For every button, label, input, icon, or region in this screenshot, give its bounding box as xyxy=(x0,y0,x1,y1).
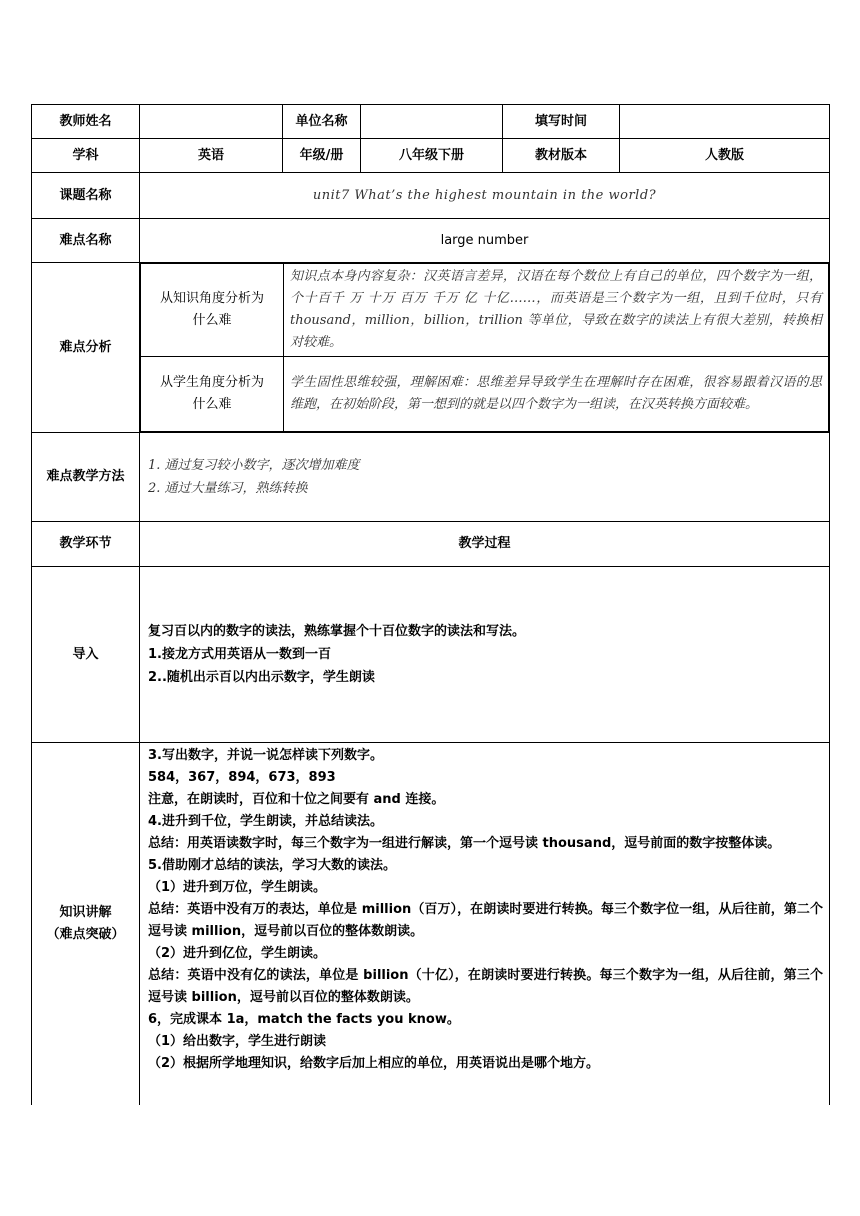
info-row-2 xyxy=(32,139,830,173)
textbook-label: 教材版本 xyxy=(503,139,620,173)
intro-row xyxy=(32,567,830,743)
knowledge-line-8: 总结：英语中没有万的表达，单位是 million（百万），在朗读时要进行转换。每三个数字位一组，从后往前，第二个逗号读 million，逗号前以百位的整体数朗读。 xyxy=(148,902,823,939)
teacher-name-label: 教师姓名 xyxy=(32,105,140,139)
methods-label: 难点教学方法 xyxy=(32,433,140,522)
fill-time-label: 填写时间 xyxy=(503,105,620,139)
subject-label: 学科 xyxy=(32,139,140,173)
analysis-row xyxy=(32,263,830,433)
analysis-inner-table xyxy=(140,263,829,432)
lesson-plan-table xyxy=(31,104,830,1105)
knowledge-line-10: 总结：英语中没有亿的读法，单位是 billion（十亿），在朗读时要进行转换。每三个数字为一组，从后往前，第三个逗号读 billion，逗号前以百位的整体数朗读。 xyxy=(148,968,823,1005)
intro-label: 导入 xyxy=(32,567,140,743)
knowledge-line-5: 总结：用英语读数字时，每三个数字为一组进行解读，第一个逗号读 thousand，逗号前面的数字按整体读。 xyxy=(148,836,781,851)
knowledge-angle-text: 知识点本身内容复杂：汉英语言差异，汉语在每个数位上有自己的单位，四个数字为一组，个十百千 万 十万 百万 千万 亿 十亿……，而英语是三个数字为一组，且到千位时，只有 thousand，million，billion，trillion 等单位，导致在数字的读法上有很大差别，转换相对较难。 xyxy=(284,264,829,357)
textbook-value: 人教版 xyxy=(620,139,830,173)
knowledge-line-9: （2）进升到亿位，学生朗读。 xyxy=(148,946,327,961)
knowledge-line-13: （2）根据所学地理知识，给数字后加上相应的单位，用英语说出是哪个地方。 xyxy=(148,1056,600,1071)
knowledge-row xyxy=(32,743,830,1105)
difficulty-label: 难点名称 xyxy=(32,219,140,263)
knowledge-line-7: （1）进升到万位，学生朗读。 xyxy=(148,880,327,895)
process-header-row xyxy=(32,522,830,567)
topic-row xyxy=(32,173,830,219)
difficulty-row xyxy=(32,219,830,263)
fill-time-value[interactable] xyxy=(620,105,830,139)
unit-name-label: 单位名称 xyxy=(283,105,361,139)
analysis-student-row xyxy=(141,357,829,432)
knowledge-line-1: 3.写出数字，并说一说怎样读下列数字。 xyxy=(148,748,383,763)
knowledge-line-3: 注意，在朗读时，百位和十位之间要有 and 连接。 xyxy=(148,792,445,807)
knowledge-line-2: 584，367，894，673，893 xyxy=(148,770,336,785)
methods-list xyxy=(140,433,830,522)
knowledge-label xyxy=(32,743,140,1105)
student-angle-label: 从学生角度分析为什么难 xyxy=(141,357,284,432)
difficulty-value: large number xyxy=(140,219,830,263)
intro-content xyxy=(140,567,830,743)
methods-row xyxy=(32,433,830,522)
analysis-label: 难点分析 xyxy=(32,263,140,433)
knowledge-line-4: 4.进升到千位，学生朗读，并总结读法。 xyxy=(148,814,383,829)
stage-header: 教学环节 xyxy=(32,522,140,567)
method-item-1: 1. 通过复习较小数字，逐次增加难度 xyxy=(148,458,360,473)
process-header: 教学过程 xyxy=(140,522,830,567)
teacher-name-value[interactable] xyxy=(140,105,283,139)
unit-name-value[interactable] xyxy=(361,105,503,139)
method-item-2: 2. 通过大量练习，熟练转换 xyxy=(148,481,308,496)
knowledge-content xyxy=(140,743,830,1105)
analysis-knowledge-row xyxy=(141,264,829,357)
subject-value: 英语 xyxy=(140,139,283,173)
knowledge-label-line-1: 知识讲解 xyxy=(59,904,112,920)
intro-line-2: 1.接龙方式用英语从一数到一百 xyxy=(148,647,331,662)
analysis-cell xyxy=(140,263,830,433)
knowledge-line-6: 5.借助刚才总结的读法，学习大数的读法。 xyxy=(148,858,396,873)
intro-line-1: 复习百以内的数字的读法，熟练掌握个十百位数字的读法和写法。 xyxy=(148,624,526,639)
grade-label: 年级/册 xyxy=(283,139,361,173)
knowledge-label-line-2: （难点突破） xyxy=(46,926,125,942)
intro-line-3: 2..随机出示百以内出示数字，学生朗读 xyxy=(148,670,375,685)
topic-label: 课题名称 xyxy=(32,173,140,219)
knowledge-angle-label: 从知识角度分析为什么难 xyxy=(141,264,284,357)
knowledge-line-12: （1）给出数字，学生进行朗读 xyxy=(148,1034,327,1049)
student-angle-text: 学生固性思维较强，理解困难：思维差异导致学生在理解时存在困难，很容易跟着汉语的思维跑，在初始阶段，第一想到的就是以四个数字为一组读，在汉英转换方面较难。 xyxy=(284,357,829,432)
knowledge-line-11: 6，完成课本 1a，match the facts you know。 xyxy=(148,1012,460,1027)
topic-value: unit7 What’s the highest mountain in the world? xyxy=(140,173,830,219)
info-row-1 xyxy=(32,105,830,139)
grade-value: 八年级下册 xyxy=(361,139,503,173)
